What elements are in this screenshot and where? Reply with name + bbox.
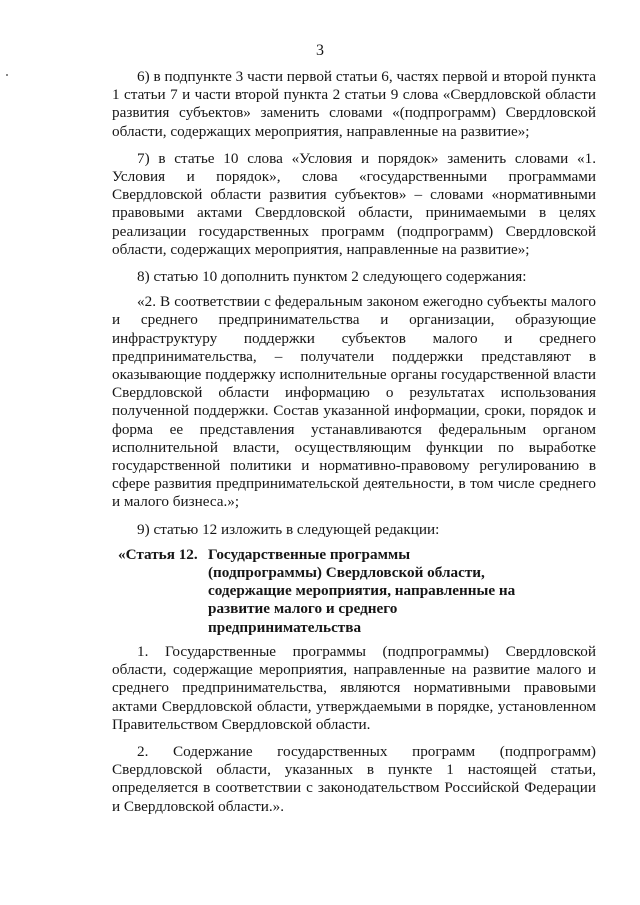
scan-margin-mark bbox=[6, 74, 8, 76]
paragraph-item-8: 8) статью 10 дополнить пунктом 2 следующего содержания: bbox=[137, 268, 527, 286]
article-label: «Статья 12. bbox=[118, 545, 198, 563]
article-heading bbox=[112, 546, 596, 637]
article-paragraph-1: 1. Государственные программы (подпрограммы) Свердловской области, содержащие мероприятия, направленные на развитие малого и среднего предпринимательства, являются нормативными правовыми актами Свердловской области, утверждаемыми в порядке, установленном Правительством Свердловской области. bbox=[112, 642, 596, 733]
paragraph-item-9: 9) статью 12 изложить в следующей редакции: bbox=[137, 520, 440, 538]
paragraph-item-6: 6) в подпункте 3 части первой статьи 6, частях первой и второй пункта 1 статьи 7 и части второй пункта 2 статьи 9 слова «Свердловской области развития субъектов» заменить словами «(подпрограмм) Свердловской области, содержащих мероприятия, направленные на развитие»; bbox=[112, 68, 596, 140]
page-number: 3 bbox=[316, 42, 324, 59]
article-paragraph-2: 2. Содержание государственных программ (подпрограмм) Свердловской области, указанных в пункте 1 настоящей статьи, определяется в соответствии с законодательством Российской Федерации и Свердловской области.». bbox=[112, 742, 596, 815]
article-title: Государственные программы (подпрограммы) Свердловской области, содержащие мероприятия, направленные на развитие малого и среднего предпринимательства bbox=[208, 545, 516, 636]
paragraph-quoted-point-2: «2. В соответствии с федеральным законом ежегодно субъекты малого и среднего предпринимательства и организации, образующие инфраструктуру поддержки субъектов малого и среднего предпринимательства, – получатели поддержки представляют в оказывающие поддержку исполнительные органы государственной власти Свердловской области информацию о результатах использования полученной поддержки. Состав указанной информации, сроки, порядок и форма ее представления устанавливаются федеральным органом исполнительной власти, осуществляющим функции по выработке государственной политики и нормативно-правовому регулированию в сфере развития предпринимательской деятельности, в том числе среднего и малого бизнеса.»; bbox=[112, 293, 596, 511]
document-body bbox=[112, 68, 596, 825]
paragraph-item-7: 7) в статье 10 слова «Условия и порядок» заменить словами «1. Условия и порядок», слова «государственными программами Свердловской области развития субъектов» – словами «нормативными правовыми актами Свердловской области, принимаемыми в целях реализации государственных программ (подпрограмм) Свердловской области, содержащих мероприятия, направленные на развитие»; bbox=[112, 149, 596, 258]
